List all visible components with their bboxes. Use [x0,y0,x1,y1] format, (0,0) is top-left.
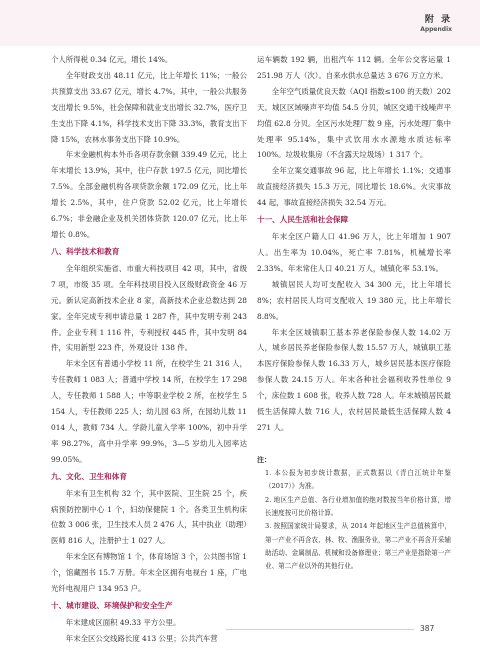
note-item: 3. 按照国家统计局要求，从 2014 年起地区生产总值核算中，第一产业不再含农、林、牧、渔服务业，第二产业不再含开采辅助活动、金属制品、机械和设备修理业；第三产业是指除第一产业、第二产业以外的其他行业。 [265,522,451,571]
paragraph: 年末全区有博物馆 1 个，体育场馆 3 个，公共图书馆 1 个，馆藏图书 15.7 万册。年末全区拥有电视台 1 座，广电光纤电视用户 134 953 户。 [51,552,247,594]
paragraph: 年末有卫生机构 32 个，其中医院、卫生院 25 个，疾病预防控制中心 1 个，妇幼保健院 1 个。各类卫生机构床位数 3 006 张，卫生技术人员 2 476 人，其中执业（助理）医师 816 人，注册护士 1 027 人。 [51,488,247,546]
notes-section [257,454,451,574]
paragraph: 年末金融机构本外币各项存款余额 339.49 亿元，比上年末增长 13.9%，其中，住户存款 197.5 亿元，同比增长 7.5%。全部金融机构各项贷款余额 172.09 亿元，比上年增长 2.5%，其中，住户贷款 52.02 亿元，比上年增长 6.7%；非金融企业及机关团体贷款 120.07 亿元，比上年增长 0.8%。 [51,150,247,239]
paragraph: 个人所得税 0.34 亿元，增长 14%。 [51,55,173,64]
paragraph: 运车辆数 192 辆，出租汽车 112 辆。全年公交客运量 1 251.98 万人（次）。自来水供水总量达 3 676 万立方米。 [257,55,451,80]
section-heading: 九、文化、卫生和体育 [51,471,127,481]
header-subtitle: Appendix [420,26,452,33]
paragraph: 年末全区户籍人口 41.96 万人，比上年增加 1 907 人。出生率为 10.04%，死亡率 7.81%，机械增长率 2.33%。年末常住人口 40.21 万人，城镇化率 53.1%。 [257,232,451,273]
section-heading: 十、城市建设、环境保护和安全生产 [51,601,173,610]
left-column [51,52,247,647]
note-item: 2. 地区生产总值、各行业增加值的绝对数按当年价格计算，增长速度按可比价格计算。 [265,495,451,518]
paragraph: 全年财政支出 48.11 亿元，比上年增长 11%；一般公共预算支出 33.67 亿元，增长 4.7%。其中，一般公共服务支出增长 9.5%，社会保障和就业支出增长 32.7%，医疗卫生支出下降 4.1%，科学技术支出下降 33.3%，教育支出下降 15%，农林水事务支出下降 10.9%。 [51,70,247,144]
page-number: 387 [420,624,435,633]
paragraph: 城镇居民人均可支配收入 34 300 元，比上年增长 8%；农村居民人均可支配收入 19 380 元，比上年增长 8.8%。 [257,279,451,321]
note-item: 1. 本公报为初步统计数据，正式数据以《青白江统计年鉴（2017）》为准。 [265,469,451,491]
section-heading: 八、科学技术和教育 [51,246,120,256]
paragraph: 年末建成区面积 49.33 平方公里。 [65,618,181,627]
section-heading: 十一、人民生活和社会保障 [257,215,349,225]
footer-rule [226,629,414,630]
right-column [257,52,451,574]
paragraph: 年末全区有普通小学校 11 所，在校学生 21 316 人，专任教师 1 083 人；普通中学校 14 所，在校学生 17 298 人，专任教师 1 588 人；中等职业学校 2 所，在校学生 5 154 人，专任教师 225 人；幼儿园 63 所，在园幼儿数 11 014 人，教师 734 人。学龄儿童入学率 100%，初中升学率 98.27%，高中升学率 99.9%，3—5 岁幼儿入园率达 99.05%。 [51,359,247,464]
paragraph: 年末全区城镇职工基本养老保险参保人数 14.02 万人，城乡居民养老保险参保人数 15.57 万人，城镇职工基本医疗保险参保人数 16.33 万人，城乡居民基本医疗保险参保人数 24.15 万人。年末各种社会福利收养性单位 9 个，床位数 1 608 张，收养人数 728 人。年末城镇居民最低生活保障人数 716 人，农村居民最低生活保障人数 4 271 人。 [257,327,451,432]
page-header [420,12,452,33]
header-band [0,0,480,46]
paragraph: 全年空气质量优良天数（AQI 指数≤100 的天数）202 天。城区区域噪声平均值 54.5 分贝，城区交通干线噪声平均值 62.8 分贝。全区污水处理厂数 9 座，污水处理厂集中处理率 95.14%，集中式饮用水水源地水质达标率 100%。垃圾收集房（不含露天垃圾场）1 317 个。 [257,86,451,160]
header-title: 附 录 [424,15,452,25]
paragraph: 年末全区公交线路长度 413 公里；公共汽车营 [65,633,218,643]
notes-title: 注： [257,455,271,464]
paragraph: 全年组织实施省、市重大科技项目 42 项，其中，省级 7 项，市级 35 项。全年科技项目投入区级财政资金 46 万元。新认定高新技术企业 8 家，高新技术企业总数达到 28 家。全年完成专利申请总量 1 287 件，其中发明专利 243 件。企业专利 1 116 件，专利授权 445 件，其中发明 84 件，实用新型 223 件，外观设计 138 件。 [51,263,247,353]
paragraph: 全年立案交通事故 96 起，比上年增长 1.1%；交通事故直接经济损失 15.3 万元，同比增长 18.6%。火灾事故 44 起，事故直接经济损失 32.54 万元。 [257,166,451,208]
